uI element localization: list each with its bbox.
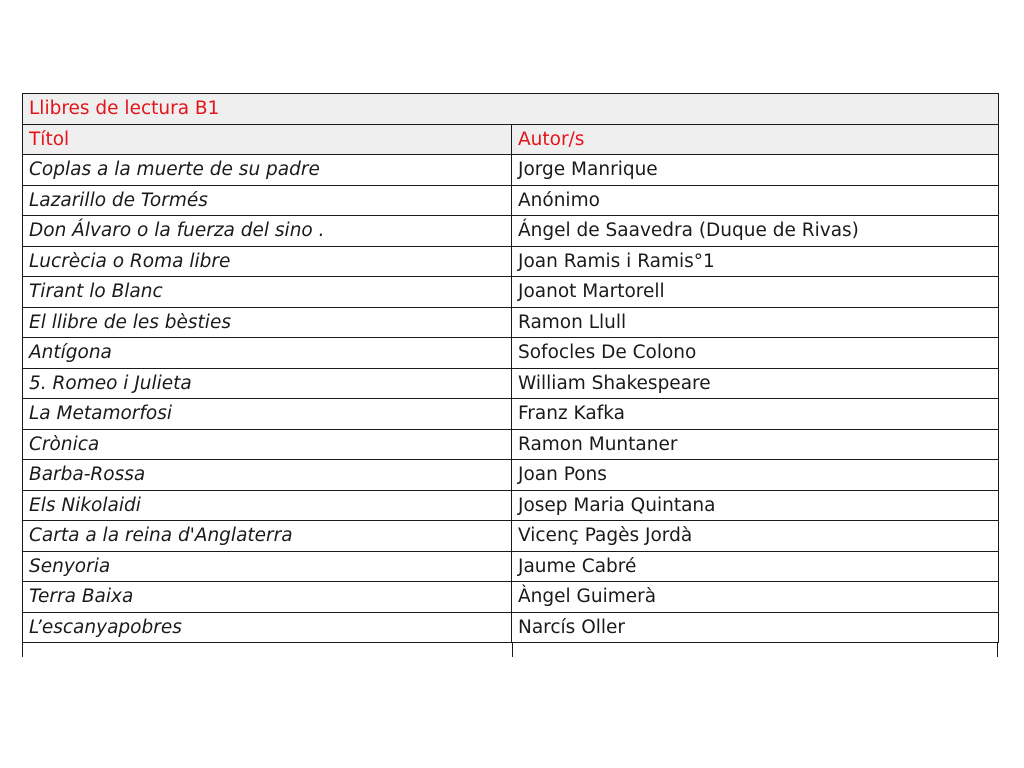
table-row	[23, 551, 999, 582]
table-row	[23, 307, 999, 338]
book-author-cell: Ramon Muntaner	[512, 429, 999, 460]
column-header-row	[23, 124, 999, 155]
table-row	[23, 246, 999, 277]
table-caption-row	[23, 94, 999, 125]
book-author-cell: Jaume Cabré	[512, 551, 999, 582]
book-author-cell: Ramon Llull	[512, 307, 999, 338]
reading-list-sheet	[22, 93, 998, 643]
book-title-cell: Els Nikolaidi	[23, 490, 512, 521]
column-header-title: Títol	[23, 124, 512, 155]
book-title-cell: Senyoria	[23, 551, 512, 582]
table-row	[23, 612, 999, 643]
table-row	[23, 460, 999, 491]
book-title-cell: L’escanyapobres	[23, 612, 512, 643]
book-title-cell: El llibre de les bèsties	[23, 307, 512, 338]
table-row	[23, 368, 999, 399]
book-author-cell: Anónimo	[512, 185, 999, 216]
table-row	[23, 490, 999, 521]
table-row	[23, 338, 999, 369]
table-row	[23, 429, 999, 460]
book-title-cell: Lucrècia o Roma libre	[23, 246, 512, 277]
book-title-cell: Don Álvaro o la fuerza del sino .	[23, 216, 512, 247]
table-row	[23, 185, 999, 216]
book-author-cell: Joan Pons	[512, 460, 999, 491]
book-author-cell: Joan Ramis i Ramis°1	[512, 246, 999, 277]
table-caption: Llibres de lectura B1	[23, 94, 999, 125]
book-author-cell: Franz Kafka	[512, 399, 999, 430]
book-title-cell: 5. Romeo i Julieta	[23, 368, 512, 399]
book-author-cell: Narcís Oller	[512, 612, 999, 643]
table-row	[23, 155, 999, 186]
column-divider	[512, 643, 513, 657]
column-header-author: Autor/s	[512, 124, 999, 155]
book-author-cell: Àngel Guimerà	[512, 582, 999, 613]
right-border	[997, 643, 998, 657]
book-title-cell: Barba-Rossa	[23, 460, 512, 491]
book-title-cell: Terra Baixa	[23, 582, 512, 613]
table-continuation	[22, 643, 998, 657]
book-title-cell: Coplas a la muerte de su padre	[23, 155, 512, 186]
reading-list-table	[22, 93, 999, 643]
book-author-cell: Jorge Manrique	[512, 155, 999, 186]
book-author-cell: Joanot Martorell	[512, 277, 999, 308]
table-row	[23, 277, 999, 308]
book-title-cell: La Metamorfosi	[23, 399, 512, 430]
book-title-cell: Lazarillo de Tormés	[23, 185, 512, 216]
table-row	[23, 216, 999, 247]
book-author-cell: Sofocles De Colono	[512, 338, 999, 369]
book-author-cell: Josep Maria Quintana	[512, 490, 999, 521]
book-title-cell: Antígona	[23, 338, 512, 369]
book-title-cell: Crònica	[23, 429, 512, 460]
book-author-cell: Ángel de Saavedra (Duque de Rivas)	[512, 216, 999, 247]
table-row	[23, 582, 999, 613]
table-row	[23, 399, 999, 430]
book-title-cell: Carta a la reina d'Anglaterra	[23, 521, 512, 552]
book-author-cell: William Shakespeare	[512, 368, 999, 399]
table-row	[23, 521, 999, 552]
book-title-cell: Tirant lo Blanc	[23, 277, 512, 308]
book-author-cell: Vicenç Pagès Jordà	[512, 521, 999, 552]
